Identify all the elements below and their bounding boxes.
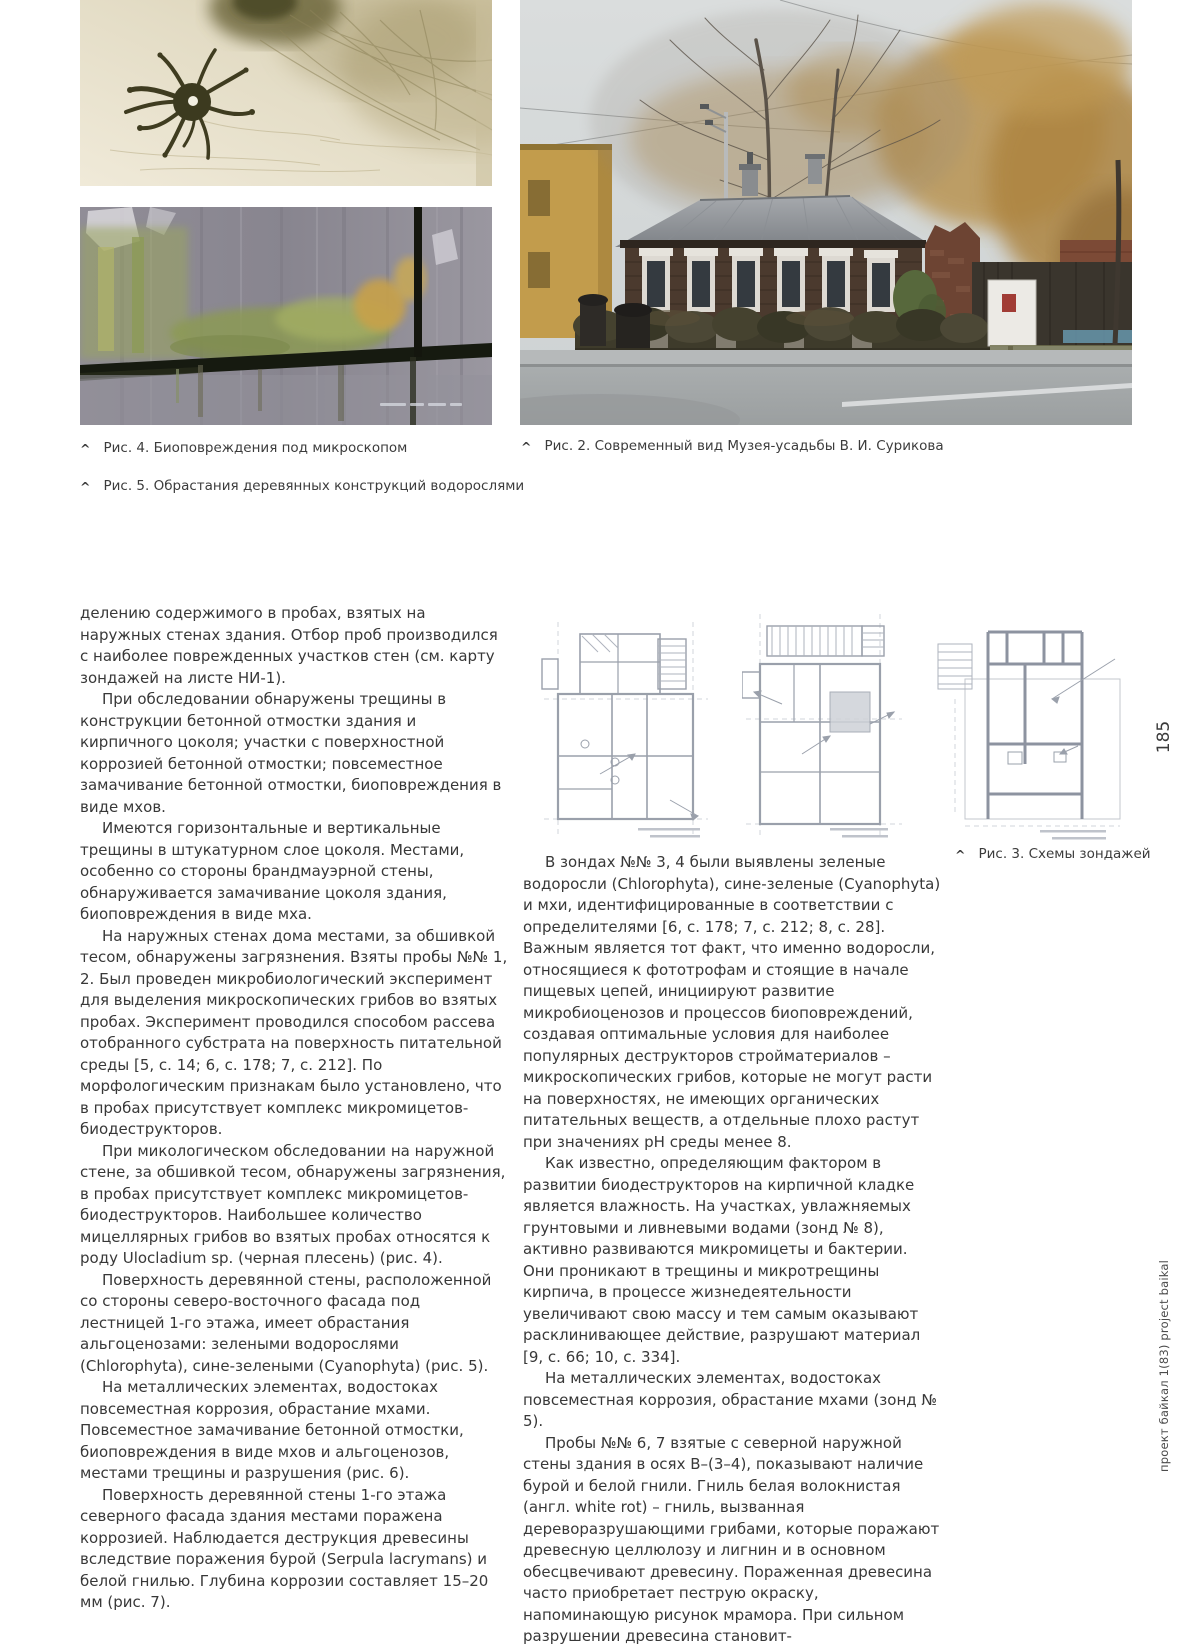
wood-algae-image <box>80 207 492 425</box>
plan1-stair-hatch <box>582 634 686 681</box>
caption-text-fig3: Рис. 3. Схемы зондажей <box>978 846 1151 862</box>
paragraph: В зондах №№ 3, 4 были выявлены зеленые водоросли (Chlorophyta), сине-зеленые (Cyanophyta) и мхи, идентифицированные в соответствии с определителями [6, с. 178; 7, с. 212; 8, с. 28]. Важным является тот факт, что именно водоросли, относящиеся к фототрофам и стоящие в начале пищевых цепей, инициируют развитие микробиоценозов и процессов биоповреждений, создавая оптимальные условия для наиболее популярных деструкторов стройматериалов – микроскопических грибов, которые не могут расти на поверхностях, не имеющих органических питательных веществ, а отдельные плохо растут при значениях pH среды менее 8. <box>523 853 941 1151</box>
paragraph: Поверхность деревянной стены, расположенной со стороны северо-восточного фасада под лестницей 1-го этажа, имеет обрастания альгоценозами: зелеными водорослями (Chlorophyta), сине-зелеными (Cyanophyta) (рис. 5). <box>80 1270 492 1375</box>
caption-fig2 <box>521 438 944 454</box>
floor-plan-1 <box>540 604 735 844</box>
left-text-column <box>80 603 508 1614</box>
eaves <box>620 240 926 248</box>
fig3-sounding-plans <box>530 604 1134 844</box>
image-edge-shade <box>476 0 492 186</box>
page-number: 185 <box>1154 720 1174 754</box>
plan2-hatch <box>772 626 884 656</box>
floor-plan-3 <box>930 604 1130 844</box>
caption-arrow-icon: ^ <box>521 439 532 454</box>
axis-lines <box>544 622 708 836</box>
plan3-stair-annex <box>938 644 972 689</box>
caption-arrow-icon: ^ <box>80 479 91 494</box>
plan1-caption-microtext <box>638 828 700 838</box>
paragraph: Пробы №№ 6, 7 взятые с северной наружной стены здания в осях В–(3–4), показывают наличие бурой и белой гнили. Гниль белая волокнистая (англ. white rot) – гниль, вызванная дереворазрушающими грибами, которые поражают древесную целлюлозу и лигнин и в основном обесцвечивают древесину. Пораженная древесина часто приобретает пеструю окраску, напоминающую рисунок мрамора. При сильном разрушении древесина становит- <box>523 1433 940 1645</box>
axis-lines <box>955 699 1120 826</box>
plan2-shaded-room <box>830 692 870 732</box>
plan3-structural-grid <box>988 632 1082 819</box>
caption-text-fig5: Рис. 5. Обрастания деревянных конструкций водорослями <box>103 478 525 494</box>
paragraph: На металлических элементах, водостоках повсеместная коррозия, обрастание мхами. Повсеместное замачивание бетонной отмостки, биоповреждения в виде мхов и альгоценозов, местами трещины и разрушения (рис. 6). <box>80 1378 464 1482</box>
photo-fig5-wood-algae <box>80 207 492 425</box>
blue-graffiti-strip <box>1063 330 1132 343</box>
paragraph: Поверхность деревянной стены 1-го этажа северного фасада здания местами поражена коррозией. Наблюдается деструкция древесины вследствие поражения бурой (Serpula lacrymans) и белой гнилью. Глубина коррозии составляет 15–20 мм (рис. 7). <box>80 1485 489 1611</box>
plan1-walls <box>542 634 693 819</box>
paragraph: Имеются горизонтальные и вертикальные трещины в штукатурном слое цоколя. Местами, особенно со стороны брандмауэрной стены, обнаруживается замачивание цоколя здания, биоповреждения в виде мха. <box>80 819 465 923</box>
paragraph: делению содержимого в пробах, взятых на наружных стенах здания. Отбор проб производился с наиболее поврежденных участков стен (см. карту зондажей на листе НИ-1). <box>80 604 498 687</box>
plan3-caption-microtext <box>1040 830 1106 840</box>
museum-street-image <box>520 0 1132 425</box>
roadway <box>520 345 1132 425</box>
red-poster <box>1002 294 1016 312</box>
sidewalk <box>520 350 1132 366</box>
caption-arrow-icon: ^ <box>80 441 91 456</box>
plan1-leaders <box>581 740 698 820</box>
caption-fig4 <box>80 440 407 456</box>
paragraph: Как известно, определяющим фактором в развитии биодеструкторов на кирпичной кладке является влажность. На участках, увлажняемых грунтовыми и ливневыми водами (зонд № 8), активно развиваются микромицеты и бактерии. Они проникают в трещины и микротрещины кирпича, в процессе жизнедеятельности увеличивают свою массу и тем самым оказывают расклинивающее действие, разрушают материал [9, с. 66; 10, с. 334]. <box>523 1154 921 1366</box>
paragraph: При микологическом обследовании на наружной стене, за обшивкой тесом, обнаружены загрязнения, в пробах присутствует комплекс микромицетов-биодеструкторов. Наибольшее количество мицеллярных грибов во взятых пробах относятся к роду Ulocladium sp. (черная плесень) (рис. 4). <box>80 1141 506 1267</box>
floor-plan-2 <box>742 604 922 844</box>
caption-arrow-icon: ^ <box>955 847 966 862</box>
caption-fig5 <box>80 478 524 494</box>
caption-text-fig2: Рис. 2. Современный вид Музея-усадьбы В. И. Сурикова <box>544 438 944 454</box>
photo-fig2-museum <box>520 0 1132 425</box>
paragraph: На наружных стенах дома местами, за обшивкой тесом, обнаружены загрязнения. Взяты пробы №№ 1, 2. Был проведен микробиологический эксперимент для выделения микроскопических грибов во взятых пробах. Эксперимент проводился способом рассева отобранного субстрата на поверхность питательной среды [5, с. 14; 6, с. 178; 7, с. 212]. По морфологическим признакам было установлено, что в пробах присутствует комплекс микромицетов-биодеструкторов. <box>80 926 508 1138</box>
paragraph: При обследовании обнаружены трещины в конструкции бетонной отмостки здания и кирпичного цоколя; участки с поверхностной коррозией бетонной отмостки; повсеместное замачивание бетонной отмостки, биоповреждения в виде мхов. <box>80 690 502 816</box>
microscope-image <box>80 0 492 186</box>
caption-fig3 <box>955 846 1151 862</box>
photo-fig4-microscope <box>80 0 492 186</box>
organism-center-highlight <box>188 96 198 106</box>
curb <box>520 364 1132 367</box>
plan2-caption-microtext <box>830 828 888 838</box>
right-text-column <box>523 852 941 1648</box>
caption-text-fig4: Рис. 4. Биоповреждения под микроскопом <box>103 440 408 456</box>
journal-footer: проект байкал 1(83) project baikal <box>1157 1259 1171 1472</box>
paragraph: На металлических элементах, водостоках повсеместная коррозия, обрастание мхами (зонд № 5). <box>523 1369 938 1430</box>
